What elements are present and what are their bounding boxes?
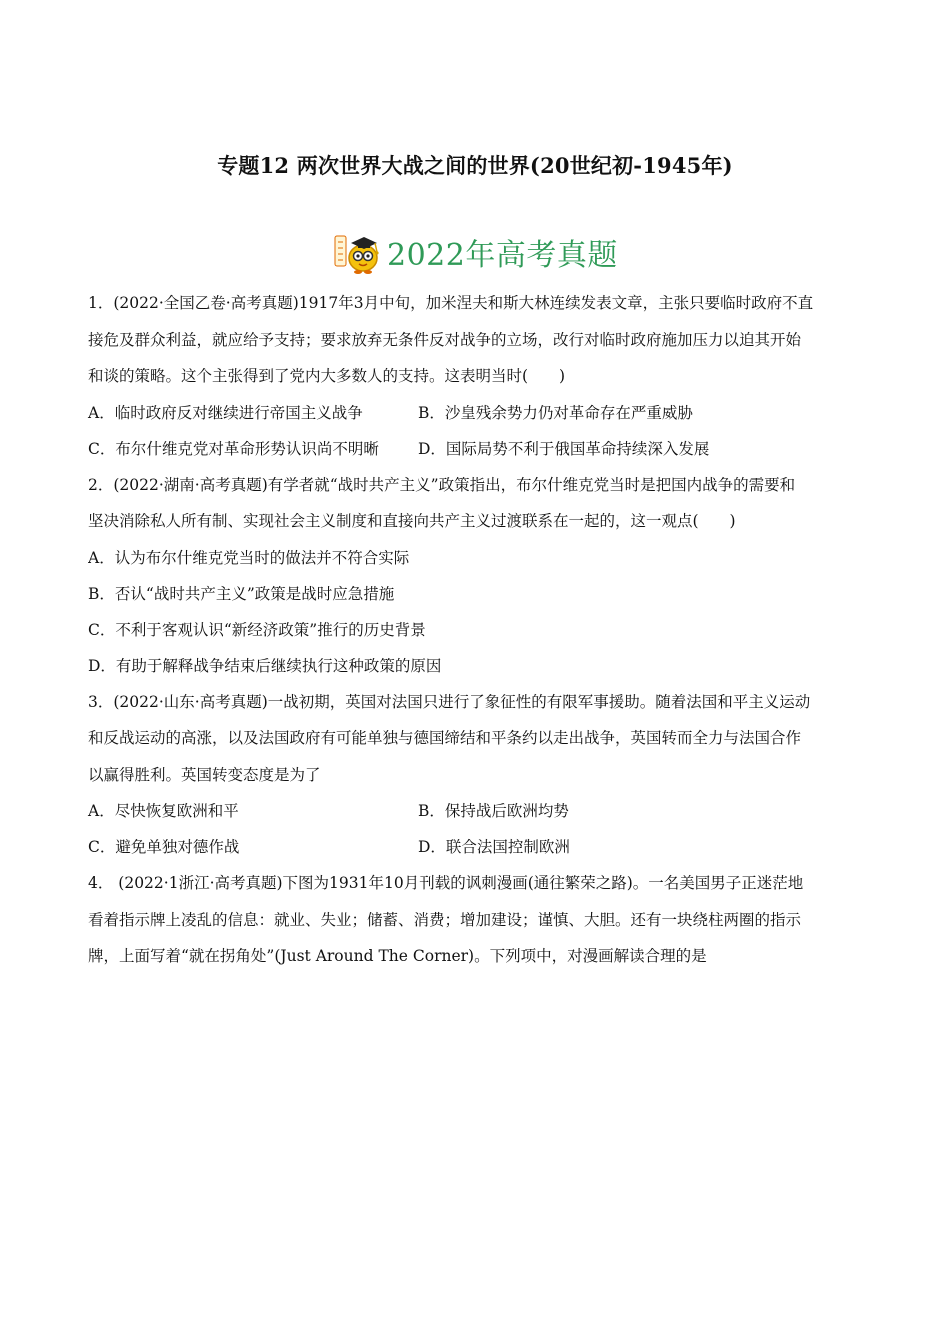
option-row (88, 400, 860, 436)
question-text-line: 3．(2022·山东·高考真题)一战初期，英国对法国只进行了象征性的有限军事援助。随着法国和平主义运动 (88, 692, 811, 711)
banner-heading: 2022年高考真题 (387, 238, 618, 273)
question-text-line: 1．(2022·全国乙卷·高考真题)1917年3月中旬，加米涅夫和斯大林连续发表文章，主张只要临时政府不直 (88, 294, 814, 312)
graduate-mascot-icon (333, 228, 385, 276)
option-d[interactable]: D．国际局势不利于俄国革命持续深入发展 (418, 439, 710, 458)
option-row (88, 834, 860, 870)
question-4 (88, 870, 860, 980)
question-text-line: 接危及群众利益，就应给予支持；要求放弃无条件反对战争的立场，改行对临时政府施加压力以迫其开始 (88, 330, 802, 349)
option-d[interactable]: D．联合法国控制欧洲 (418, 838, 570, 856)
option-c[interactable]: C．不利于客观认识“新经济政策”推行的历史背景 (88, 620, 426, 639)
option-b[interactable]: B．沙皇残余势力仍对革命存在严重威胁 (418, 403, 693, 422)
question-text-line: 和反战运动的高涨，以及法国政府有可能单独与德国缔结和平条约以走出战争，英国转而全力与法国合作 (88, 729, 802, 747)
question-2 (88, 472, 860, 689)
question-text-line: 牌，上面写着“就在拐角处”(Just Around The Corner)。下列项中，对漫画解读合理的是 (88, 947, 707, 965)
option-row (88, 436, 860, 472)
question-text-line: 以赢得胜利。英国转变态度是为了 (88, 765, 321, 784)
option-b[interactable]: B．保持战后欧洲均势 (418, 802, 569, 820)
question-text-line: 2．(2022·湖南·高考真题)有学者就“战时共产主义”政策指出，布尔什维克党当时是把国内战争的需要和 (88, 475, 796, 494)
option-a[interactable]: A．临时政府反对继续进行帝国主义战争 (88, 403, 363, 422)
question-text-line: 坚决消除私人所有制、实现社会主义制度和直接向共产主义过渡联系在一起的，这一观点( ) (88, 512, 736, 530)
question-list (88, 290, 860, 980)
option-a[interactable]: A．认为布尔什维克党当时的做法并不符合实际 (88, 548, 410, 567)
option-c[interactable]: C．避免单独对德作战 (88, 838, 240, 856)
option-d[interactable]: D．有助于解释战争结束后继续执行这种政策的原因 (88, 656, 442, 675)
option-a[interactable]: A．尽快恢复欧洲和平 (88, 802, 239, 820)
question-text-line: 4． (2022·1浙江·高考真题)下图为1931年10月刊载的讽刺漫画(通往繁荣之路)。一名美国男子正迷茫地 (88, 874, 804, 892)
question-3 (88, 689, 860, 871)
question-text-line: 看着指示牌上凌乱的信息：就业、失业；储蓄、消费；增加建设；谨慎、大胆。还有一块绕柱两圈的指示 (88, 910, 802, 929)
page-title: 专题12 两次世界大战之间的世界(20世纪初-1945年) (217, 153, 733, 178)
question-text-line: 和谈的策略。这个主张得到了党内大多数人的支持。这表明当时( ) (88, 367, 566, 385)
option-c[interactable]: C．布尔什维克党对革命形势认识尚不明晰 (88, 439, 379, 458)
option-row (88, 798, 860, 834)
section-banner (333, 228, 618, 276)
question-1 (88, 290, 860, 472)
option-b[interactable]: B．否认“战时共产主义”政策是战时应急措施 (88, 584, 395, 603)
